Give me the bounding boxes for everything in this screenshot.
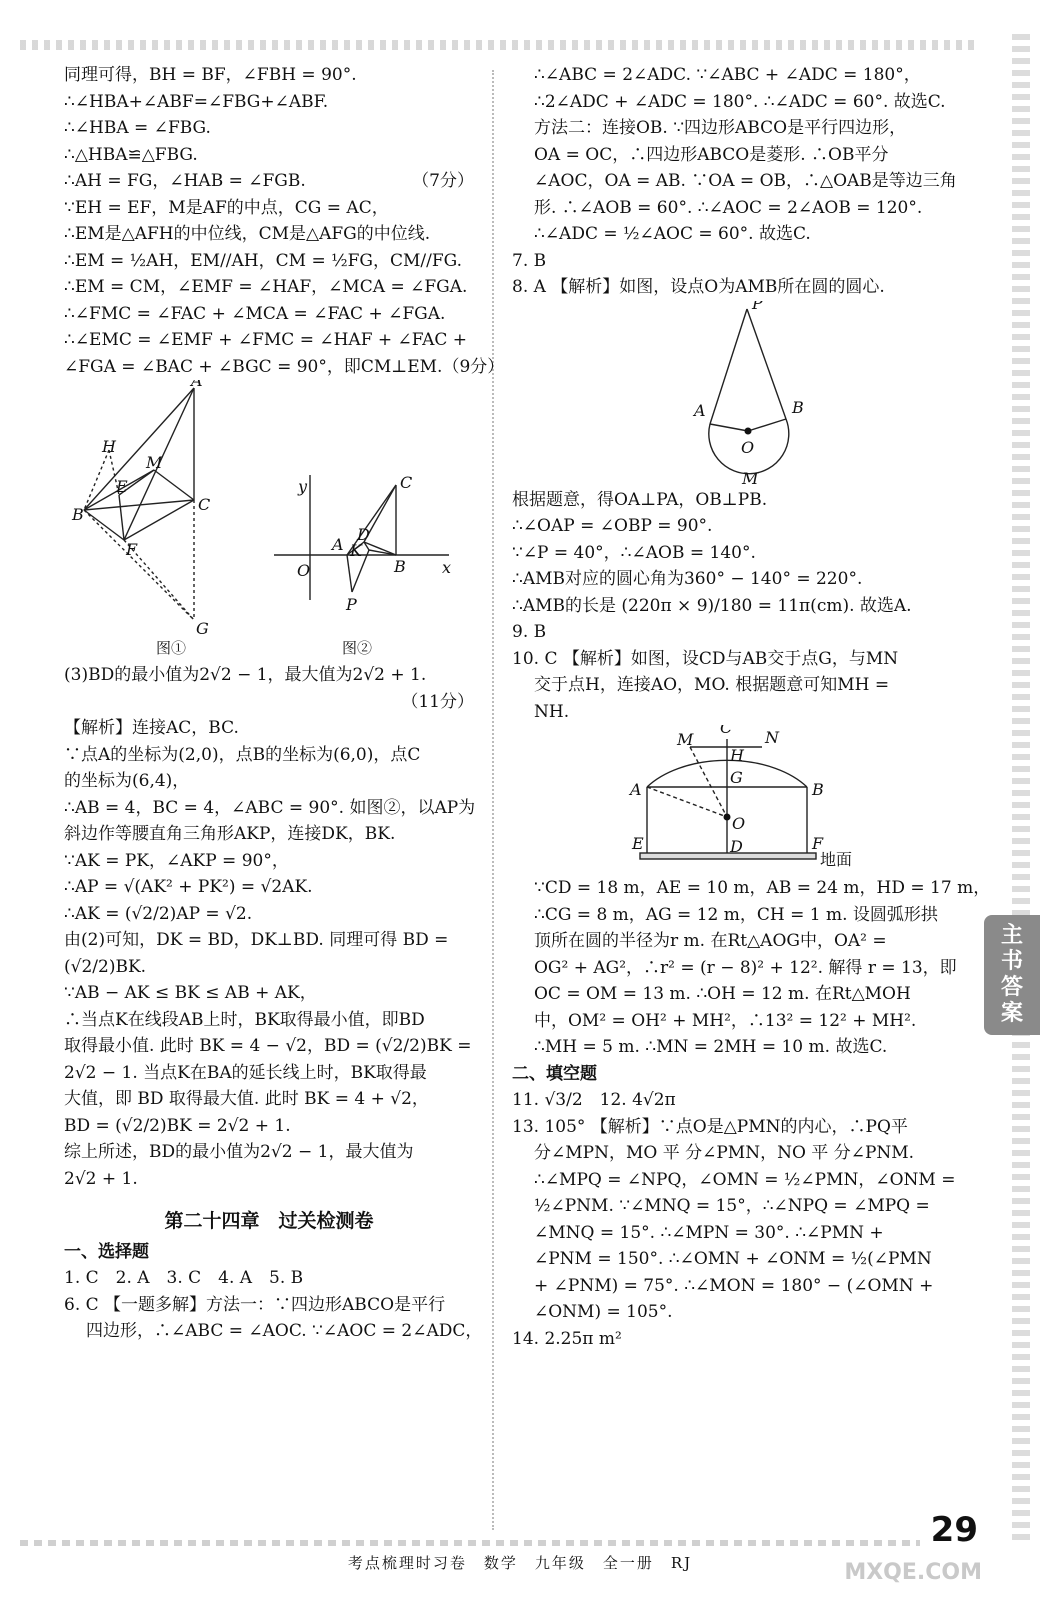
q9-answer: 9. B (512, 622, 547, 642)
q13-line-7: ∠ONM) = 105°. (534, 1302, 673, 1322)
q10-line-2: NH. (534, 701, 570, 722)
right-top-line-1: ∴2∠ADC + ∠ADC = 180°. ∴∠ADC = 60°. 故选C. (534, 91, 946, 112)
right-top-line-4: ∠AOC，OA = AB. ∵OA = OB，∴△OAB是等边三角 (534, 171, 957, 191)
q10-after-0: ∵CD = 18 m，AE = 10 m，AB = 24 m，HD = 17 m， (534, 878, 991, 898)
q8-line-3: ∴AMB对应的圆心角为360° − 140° = 220°. (512, 569, 863, 589)
left-line-1: ∴∠HBA+∠ABF=∠FBG+∠ABF. (64, 91, 329, 112)
q10-after-1: ∴CG = 8 m，AG = 12 m，CH = 1 m. 设圆弧形拱 (534, 904, 938, 925)
svg-text:B: B (792, 397, 804, 417)
q13-line-0: 13. 105° 【解析】∵点O是△PMN的内心，∴PQ平 (512, 1116, 908, 1137)
section-fill-title: 二、填空题 (512, 1063, 597, 1084)
top-decorative-border (20, 40, 980, 50)
left-line-9: ∴∠FMC = ∠FAC + ∠MCA = ∠FAC + ∠FGA. (64, 303, 446, 324)
part3-line: (3)BD的最小值为2√2 − 1，最大值为2√2 + 1. (64, 665, 427, 685)
analysis-line-11: ∴当点K在线段AB上时，BK取得最小值，即BD (64, 1009, 425, 1030)
figure-2-labels (297, 473, 451, 614)
q13-line-1: 分∠MPN，MO 平 分∠PMN，NO 平 分∠PNM. (534, 1143, 915, 1163)
svg-text:G: G (196, 619, 209, 638)
svg-text:D: D (357, 525, 370, 544)
column-divider (492, 70, 496, 1530)
section-choice-title: 一、选择题 (64, 1241, 149, 1262)
left-line-5: ∵EH = EF，M是AF的中点，CG = AC， (64, 197, 389, 218)
q10-line-0: 10. C 【解析】如图，设CD与AB交于点G，与MN (512, 648, 899, 669)
footer-text: 考点梳理时习卷 数学 九年级 全一册 RJ (347, 1554, 693, 1572)
right-top-line-2: 方法二：连接OB. ∵四边形ABCO是平行四边形， (534, 118, 907, 138)
svg-text:M: M (146, 453, 163, 472)
left-column (64, 62, 505, 1530)
svg-text:C: C (198, 495, 211, 514)
analysis-line-14: 大值，即 BD 取得最大值. 此时 BK = 4 + √2， (64, 1089, 429, 1109)
q10-after-5: 中，OM² = OH² + MH²，∴13² = 12² + MH². (534, 1010, 917, 1031)
q8-line-0: 根据题意，得OA⊥PA，OB⊥PB. (512, 489, 768, 510)
svg-text:y: y (298, 477, 308, 496)
analysis-line-8: 由(2)可知，DK = BD，DK⊥BD. 同理可得 BD = (64, 930, 449, 950)
q8-line-2: ∵∠P = 40°，∴∠AOB = 140°. (512, 542, 756, 563)
side-tab-char-0: 主 (1000, 923, 1023, 948)
q13-line-5: ∠PNM = 150°. ∴∠OMN + ∠ONM = ½(∠PMN (534, 1249, 932, 1269)
left-line-4: ∴AH = FG，∠HAB = ∠FGB. (64, 171, 306, 191)
q7-answer: 7. B (512, 250, 547, 271)
q10-line-1: 交于点H，连接AO，MO. 根据题意可知MH = (534, 675, 890, 695)
svg-text:N: N (765, 728, 779, 747)
analysis-line-15: BD = (√2/2)BK = 2√2 + 1. (64, 1115, 291, 1136)
q14-answer: 14. 2.25π m² (512, 1328, 622, 1349)
svg-text:B: B (812, 780, 824, 799)
svg-text:G: G (730, 768, 743, 787)
svg-text:A: A (630, 780, 642, 799)
svg-text:A: A (332, 535, 344, 554)
svg-text:O: O (297, 561, 311, 580)
analysis-line-17: 2√2 + 1. (64, 1168, 138, 1189)
score-7: （7分） (412, 171, 474, 191)
page-number: 29 (930, 1510, 978, 1550)
left-line-3: ∴△HBA≌△FBG. (64, 144, 198, 165)
svg-text:H: H (730, 746, 744, 765)
svg-text:B: B (394, 557, 406, 576)
q8-figure (512, 301, 952, 487)
figure-2-diagram (347, 485, 396, 592)
analysis-line-2: 的坐标为(6,4)， (64, 771, 190, 791)
analysis-line-12: 取得最小值. 此时 BK = 4 − √2，BD = (√2/2)BK = (64, 1036, 472, 1056)
right-top-line-0: ∴∠ABC = 2∠ADC. ∵∠ABC + ∠ADC = 180°， (534, 65, 921, 85)
analysis-line-4: 斜边作等腰直角三角形AKP，连接DK，BK. (64, 824, 396, 844)
left-line-0: 同理可得，BH = BF，∠FBH = 90°. (64, 65, 357, 85)
q10-arch-diagram (512, 725, 952, 875)
q10-figure (512, 725, 952, 875)
svg-text:F: F (126, 540, 138, 559)
svg-text:P: P (346, 595, 357, 614)
figures-block (64, 380, 474, 662)
analysis-line-9: (√2/2)BK. (64, 956, 147, 977)
q6-line-1: 四边形，∴∠ABC = ∠AOC. ∵∠AOC = 2∠ADC， (86, 1321, 483, 1341)
answers-1-5: 1. C 2. A 3. C 4. A 5. B (64, 1268, 304, 1288)
figure-1-and-2 (64, 380, 474, 662)
ground-label: 地面 (820, 850, 853, 869)
q6-line-0: 6. C 【一题多解】方法一：∵四边形ABCO是平行 (64, 1294, 446, 1315)
svg-text:B: B (72, 505, 84, 524)
svg-text:D: D (730, 837, 743, 856)
figure-2-caption: 图② (342, 639, 373, 657)
analysis-line-6: ∴AP = √(AK² + PK²) = √2AK. (64, 877, 313, 897)
analysis-line-13: 2√2 − 1. 当点K在BA的延长线上时，BK取得最 (64, 1062, 427, 1083)
svg-text:E: E (632, 834, 644, 853)
svg-text:x: x (442, 558, 452, 577)
q13-line-4: ∠MNQ = 15°. ∴∠MPN = 30°. ∴∠PMN + (534, 1222, 884, 1243)
analysis-line-16: 综上所述，BD的最小值为2√2 − 1，最大值为 (64, 1142, 414, 1162)
q13-line-2: ∴∠MPQ = ∠NPQ，∠OMN = ½∠PMN，∠ONM = (534, 1169, 956, 1190)
svg-text:C: C (400, 473, 413, 492)
q8-line-1: ∴∠OAP = ∠OBP = 90°. (512, 516, 713, 536)
q10-after-6: ∴MH = 5 m. ∴MN = 2MH = 10 m. 故选C. (534, 1037, 888, 1057)
left-line-2: ∴∠HBA = ∠FBG. (64, 118, 211, 138)
left-line-4-row (64, 168, 474, 195)
left-line-6: ∴EM是△AFH的中位线，CM是△AFG的中位线. (64, 224, 431, 244)
svg-text:A: A (191, 380, 203, 390)
side-tab-char-2: 答 (1000, 975, 1023, 1000)
svg-text:K: K (350, 541, 362, 560)
svg-text:H: H (102, 437, 116, 456)
svg-text:O: O (732, 814, 746, 833)
svg-text:E: E (116, 477, 128, 496)
figure-1-diagram (84, 388, 194, 620)
analysis-line-10: ∵AB − AK ≤ BK ≤ AB + AK， (64, 983, 317, 1003)
part3-score: （11分） (401, 691, 474, 712)
analysis-line-3: ∴AB = 4，BC = 4，∠ABC = 90°. 如图②，以AP为 (64, 797, 476, 818)
q10-after-3: OG² + AG²，∴r² = (r − 8)² + 12². 解得 r = 13，即 (534, 957, 957, 978)
q10-after-4: OC = OM = 13 m. ∴OH = 12 m. 在Rt△MOH (534, 984, 911, 1004)
q10-after-2: 顶所在圆的半径为r m. 在Rt△AOG中，OA² = (534, 931, 887, 951)
side-tab-char-3: 案 (1000, 1001, 1023, 1026)
left-line-11: ∠FGA = ∠BAC + ∠BGC = 90°，即CM⊥EM.（9分） (64, 356, 505, 377)
svg-text:M: M (677, 730, 694, 749)
svg-text:O: O (741, 437, 755, 457)
q13-line-6: + ∠PNM) = 75°. ∴∠MON = 180° − (∠OMN + (534, 1275, 934, 1296)
q11-12-answers: 11. √3/2 12. 4√2π (512, 1090, 676, 1110)
right-decorative-edge (1012, 30, 1030, 1540)
side-tab-answers (984, 915, 1040, 1035)
analysis-line-7: ∴AK = (√2/2)AP = √2. (64, 903, 253, 924)
svg-text:P: P (752, 300, 763, 313)
svg-text:A: A (694, 400, 706, 420)
analysis-line-5: ∵AK = PK，∠AKP = 90°， (64, 850, 289, 871)
left-line-10: ∴∠EMC = ∠EMF + ∠FMC = ∠HAF + ∠FAC + (64, 330, 468, 350)
q8-diagram (512, 301, 952, 487)
svg-text:C: C (720, 725, 733, 737)
q8-line-4: ∴AMB的长是 (220π × 9)/180 = 11π(cm). 故选A. (512, 595, 912, 616)
q8-answer: 8. A 【解析】如图，设点O为AMB所在圆的圆心. (512, 277, 885, 297)
right-top-line-6: ∴∠ADC = ½∠AOC = 60°. 故选C. (534, 224, 811, 244)
left-line-7: ∴EM = ½AH，EM//AH，CM = ½FG，CM//FG. (64, 250, 462, 271)
right-top-line-5: 形. ∴∠AOB = 60°. ∴∠AOC = 2∠AOB = 120°. (534, 197, 923, 218)
right-top-line-3: OA = OC，∴四边形ABCO是菱形. ∴OB平分 (534, 144, 889, 165)
analysis-line-1: ∵点A的坐标为(2,0)，点B的坐标为(6,0)，点C (64, 744, 421, 765)
watermark: MXQE.COM (844, 1560, 982, 1585)
footer-decorative-rule (20, 1540, 920, 1546)
left-line-8: ∴EM = CM，∠EMF = ∠HAF，∠MCA = ∠FGA. (64, 277, 468, 297)
svg-text:M: M (742, 468, 759, 487)
side-tab-char-1: 书 (1000, 949, 1023, 974)
figure-1-caption: 图① (156, 639, 187, 657)
chapter-title: 第二十四章 过关检测卷 (164, 1210, 374, 1232)
q13-line-3: ½∠PNM. ∵∠MNQ = 15°，∴∠NPQ = ∠MPQ = (534, 1196, 930, 1216)
analysis-line-0: 【解析】连接AC，BC. (64, 718, 239, 738)
svg-text:F: F (812, 834, 824, 853)
